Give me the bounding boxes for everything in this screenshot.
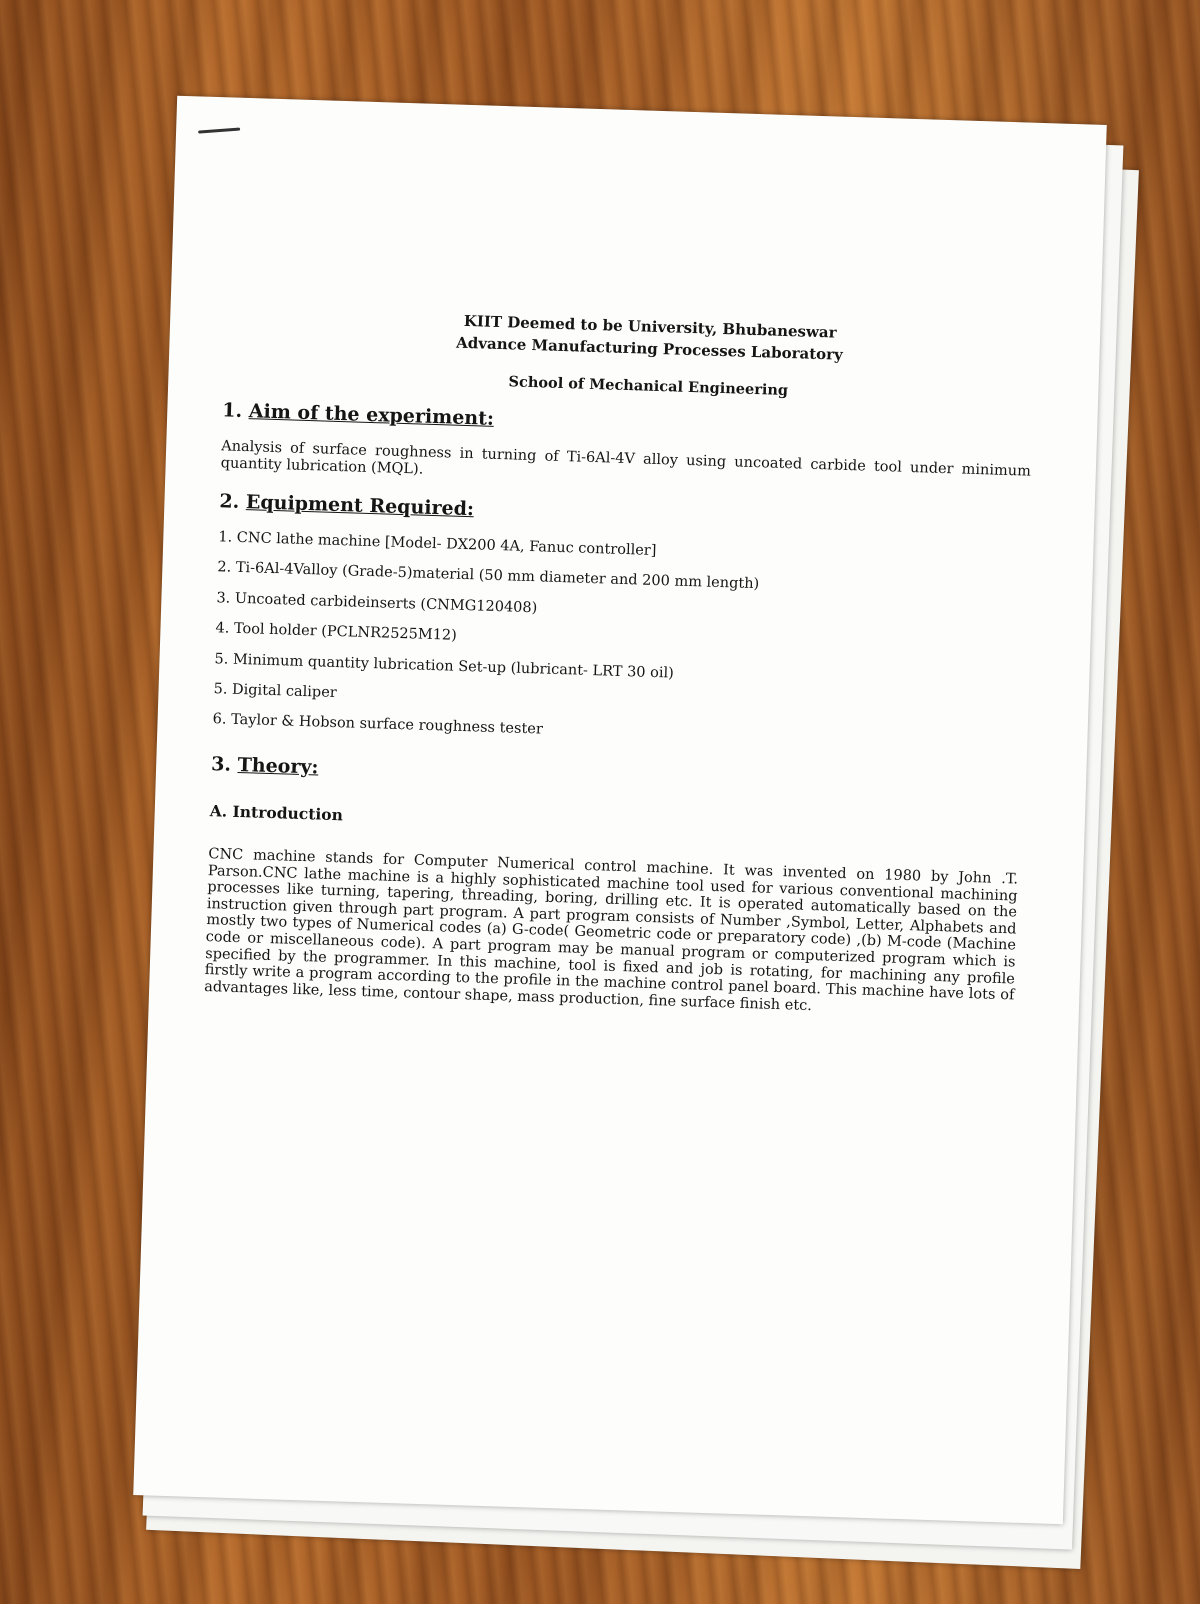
equipment-heading <box>219 490 1029 538</box>
document-page <box>133 96 1107 1525</box>
list-item: 3. Uncoated carbideinserts (CNMG120408) <box>216 589 538 617</box>
list-item: 5. Minimum quantity lubrication Set-up (lubricant- LRT 30 oil) <box>214 650 675 682</box>
aim-heading <box>222 400 1032 448</box>
university-title: KIIT Deemed to be University, Bhubaneswar <box>463 311 837 342</box>
page-content <box>204 302 1035 1021</box>
school-title: School of Mechanical Engineering <box>508 373 789 400</box>
introduction-heading: A. Introduction <box>209 800 344 824</box>
list-item: 1. CNC lathe machine [Model- DX200 4A, Fanuc controller] <box>218 529 657 559</box>
lab-title: Advance Manufacturing Processes Laboratory <box>455 333 844 364</box>
theory-heading <box>211 753 1021 801</box>
list-item: 4. Tool holder (PCLNR2525M12) <box>215 620 458 644</box>
equipment-list <box>212 529 1028 754</box>
list-item: 5. Digital caliper <box>213 681 337 701</box>
introduction-text: CNC machine stands for Computer Numerical control machine. It was invented on 1980 by John .T. Parson.CNC lathe machine is a highly sophisticated machine tool used for various conventional machining processes like turning, tapering, threading, boring, drilling etc. It is operated automatically based on the instruction given through part program. A part program consists of Number ,Symbol, Letter, Alphabets and mostly two types of Numerical codes (a) G-code( Geometric code or preparatory code) ,(b) M-code (Machine code or miscellaneous code). A part program may be manual program or computerized program which is specified by the programmer. In this machine, tool is fixed and job is rotating, for machining any profile firstly write a program according to the profile in the machine control panel board. This machine have lots of advantages like, less time, contour shape, mass production, fine surface finish etc. <box>203 846 1019 1014</box>
aim-title: Aim of the experiment: <box>248 400 495 431</box>
list-item: 2. Ti-6Al-4Valloy (Grade-5)material (50 mm diameter and 200 mm length) <box>217 559 760 593</box>
equipment-title: Equipment Required: <box>245 491 475 521</box>
theory-title: Theory: <box>237 753 319 779</box>
theory-number: 3. <box>210 752 232 776</box>
list-item: 6. Taylor & Hobson surface roughness tester <box>212 711 544 738</box>
pen-mark <box>198 128 240 134</box>
aim-number: 1. <box>222 399 243 423</box>
aim-text: Analysis of surface roughness in turning of Ti-6Al-4V alloy using uncoated carbide tool under minimum quantity lubrication (MQL). <box>220 438 1032 480</box>
equipment-number: 2. <box>219 490 240 514</box>
